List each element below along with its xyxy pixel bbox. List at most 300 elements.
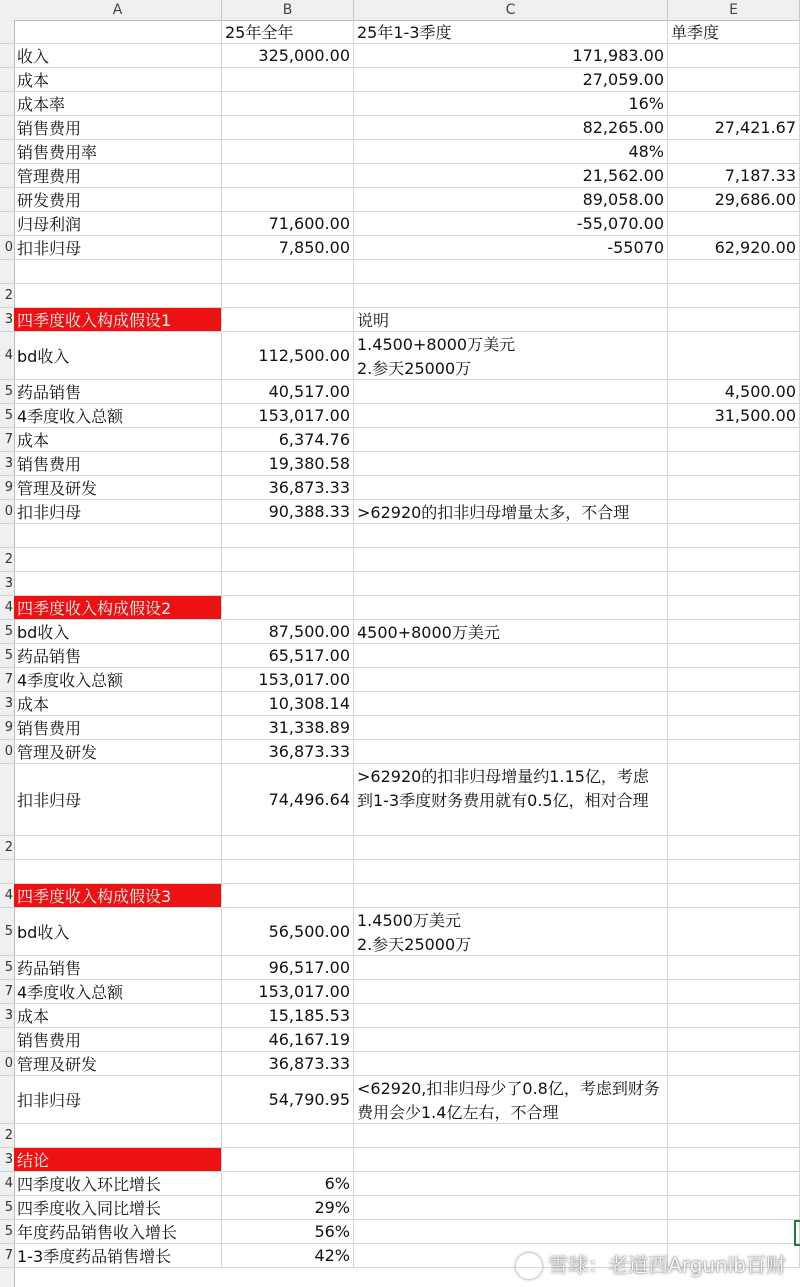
cell-text: 4季度收入总额: [17, 983, 124, 1002]
cell-c[interactable]: [354, 212, 668, 236]
cell-c[interactable]: [354, 644, 668, 668]
cell-text: bd收入: [17, 623, 70, 642]
cell-e[interactable]: [668, 644, 800, 668]
cell-c[interactable]: [354, 740, 668, 764]
cell-e[interactable]: [668, 764, 800, 836]
table-row: [14, 764, 800, 836]
cell-c[interactable]: [354, 1172, 668, 1196]
cell-text: [17, 1124, 218, 1147]
cell-c[interactable]: [354, 572, 668, 596]
table-row: [14, 740, 800, 764]
cell-b[interactable]: [222, 116, 354, 140]
cell-text: 15,185.53: [268, 1006, 350, 1025]
cell-a[interactable]: [14, 164, 222, 188]
row-header[interactable]: [0, 1076, 14, 1124]
cell-a[interactable]: [14, 500, 222, 524]
cell-text: [671, 476, 796, 499]
cell-a[interactable]: [14, 404, 222, 428]
cell-text: [671, 500, 796, 523]
cell-e[interactable]: [668, 44, 800, 68]
cell-b[interactable]: [222, 428, 354, 452]
cell-text: [671, 644, 796, 667]
cell-b[interactable]: [222, 68, 354, 92]
cell-b[interactable]: [222, 980, 354, 1004]
cell-b[interactable]: [222, 548, 354, 572]
cell-text: [671, 620, 796, 643]
cell-b[interactable]: [222, 20, 354, 44]
cell-e[interactable]: [668, 884, 800, 908]
cell-b[interactable]: [222, 92, 354, 116]
cell-text: 71,600.00: [268, 214, 350, 233]
cell-a[interactable]: [14, 548, 222, 572]
cell-c[interactable]: [354, 476, 668, 500]
cell-e[interactable]: [668, 332, 800, 380]
cell-b[interactable]: [222, 884, 354, 908]
cell-a[interactable]: [14, 980, 222, 1004]
cell-b[interactable]: [222, 956, 354, 980]
row-header[interactable]: 2: [0, 836, 14, 860]
cell-c[interactable]: [354, 452, 668, 476]
cell-b[interactable]: [222, 476, 354, 500]
cell-text: 管理及研发: [17, 1055, 98, 1074]
cell-a[interactable]: [14, 1124, 222, 1148]
cell-e[interactable]: [668, 1052, 800, 1076]
cell-e[interactable]: [668, 452, 800, 476]
row-header[interactable]: [0, 860, 14, 884]
cell-c[interactable]: [354, 1052, 668, 1076]
cell-b[interactable]: [222, 1004, 354, 1028]
cell-a[interactable]: [14, 92, 222, 116]
cell-a[interactable]: [14, 836, 222, 860]
cell-e[interactable]: [668, 908, 800, 956]
cell-a[interactable]: [14, 1220, 222, 1244]
cell-c[interactable]: [354, 668, 668, 692]
cell-text: [671, 284, 796, 307]
cell-c[interactable]: [354, 836, 668, 860]
cell-b[interactable]: [222, 380, 354, 404]
cell-a[interactable]: [14, 1028, 222, 1052]
cell-b[interactable]: [222, 212, 354, 236]
cell-b[interactable]: [222, 740, 354, 764]
table-row: [14, 836, 800, 860]
cell-b[interactable]: [222, 572, 354, 596]
cell-e[interactable]: [668, 596, 800, 620]
row-header[interactable]: 4: [0, 884, 14, 908]
row-header[interactable]: 4: [0, 596, 14, 620]
table-row: [14, 404, 800, 428]
cell-text: [357, 548, 664, 571]
cell-text: bd收入: [17, 347, 70, 366]
cell-c[interactable]: [354, 1028, 668, 1052]
cell-b[interactable]: [222, 1052, 354, 1076]
cell-a[interactable]: [14, 572, 222, 596]
row-header[interactable]: 3: [0, 1148, 14, 1172]
row-header[interactable]: [0, 764, 14, 836]
row-header[interactable]: 3: [0, 572, 14, 596]
cell-a[interactable]: [14, 260, 222, 284]
cell-a[interactable]: [14, 1148, 222, 1172]
cell-e[interactable]: [668, 380, 800, 404]
cell-b[interactable]: [222, 1196, 354, 1220]
cell-text: [671, 452, 796, 475]
cell-text: 65,517.00: [268, 646, 350, 665]
cell-c[interactable]: [354, 20, 668, 44]
cell-c[interactable]: [354, 1076, 668, 1124]
cell-e[interactable]: [668, 740, 800, 764]
cell-b[interactable]: [222, 332, 354, 380]
cell-text: [671, 212, 796, 235]
row-header[interactable]: [0, 1028, 14, 1052]
cell-a[interactable]: [14, 236, 222, 260]
row-header[interactable]: 2: [0, 548, 14, 572]
cell-c[interactable]: [354, 1148, 668, 1172]
cell-text: 单季度: [671, 23, 720, 42]
cell-c[interactable]: [354, 884, 668, 908]
cell-e[interactable]: [668, 620, 800, 644]
cell-e[interactable]: [668, 860, 800, 884]
row-header[interactable]: 3: [0, 692, 14, 716]
row-header[interactable]: 9: [0, 716, 14, 740]
row-header[interactable]: 4: [0, 332, 14, 380]
row-header[interactable]: 5: [0, 644, 14, 668]
table-row: [14, 908, 800, 956]
cell-a[interactable]: [14, 188, 222, 212]
cell-c[interactable]: [354, 404, 668, 428]
cell-b[interactable]: [222, 836, 354, 860]
cell-a[interactable]: [14, 644, 222, 668]
cell-c[interactable]: [354, 692, 668, 716]
cell-c[interactable]: [354, 860, 668, 884]
cell-text: [357, 884, 664, 907]
row-header[interactable]: 3: [0, 308, 14, 332]
cell-c[interactable]: [354, 1220, 668, 1244]
cell-a[interactable]: [14, 524, 222, 548]
cell-e[interactable]: [668, 428, 800, 452]
cell-text: [671, 68, 796, 91]
cell-a[interactable]: [14, 1196, 222, 1220]
cell-a[interactable]: [14, 860, 222, 884]
cell-text: [357, 860, 664, 883]
cell-a[interactable]: [14, 284, 222, 308]
cell-a[interactable]: [14, 212, 222, 236]
cell-text: [671, 1124, 796, 1147]
cell-b[interactable]: [222, 260, 354, 284]
row-header[interactable]: 2: [0, 1124, 14, 1148]
cell-c[interactable]: [354, 716, 668, 740]
cell-e[interactable]: [668, 1004, 800, 1028]
row-header[interactable]: 5: [0, 404, 14, 428]
cell-b[interactable]: [222, 1220, 354, 1244]
cell-a[interactable]: [14, 884, 222, 908]
cell-b[interactable]: [222, 620, 354, 644]
cell-a[interactable]: [14, 452, 222, 476]
cell-c[interactable]: [354, 308, 668, 332]
cell-c[interactable]: [354, 956, 668, 980]
cell-e[interactable]: [668, 404, 800, 428]
cell-b[interactable]: [222, 404, 354, 428]
cell-e[interactable]: [668, 956, 800, 980]
cell-c[interactable]: [354, 68, 668, 92]
cell-a[interactable]: [14, 1172, 222, 1196]
column-header-bar: [0, 0, 800, 21]
watermark-text: 雪球：老道西Argunib百财: [548, 1252, 786, 1277]
cell-a[interactable]: [14, 596, 222, 620]
row-header[interactable]: [0, 44, 14, 68]
cell-e[interactable]: [668, 572, 800, 596]
cell-b[interactable]: [222, 596, 354, 620]
cell-text: [357, 1172, 664, 1195]
table-row: [14, 1124, 800, 1148]
row-header[interactable]: 0: [0, 500, 14, 524]
cell-e[interactable]: [668, 692, 800, 716]
cell-text: 成本: [17, 695, 50, 714]
cell-c[interactable]: [354, 596, 668, 620]
cell-a[interactable]: [14, 20, 222, 44]
cell-a[interactable]: [14, 692, 222, 716]
cell-a[interactable]: [14, 668, 222, 692]
cell-c[interactable]: [354, 92, 668, 116]
row-header[interactable]: 7: [0, 1244, 14, 1268]
cell-text: [357, 836, 664, 859]
cell-e[interactable]: [668, 308, 800, 332]
cell-e[interactable]: [668, 260, 800, 284]
cell-b[interactable]: [222, 908, 354, 956]
cell-e[interactable]: [668, 1148, 800, 1172]
cell-a[interactable]: [14, 1076, 222, 1124]
cell-text: [671, 596, 796, 619]
cell-a[interactable]: [14, 140, 222, 164]
cell-b[interactable]: [222, 140, 354, 164]
cell-b[interactable]: [222, 860, 354, 884]
cell-b[interactable]: [222, 764, 354, 836]
cell-text: [671, 1148, 796, 1171]
cell-b[interactable]: [222, 692, 354, 716]
cell-b[interactable]: [222, 236, 354, 260]
cell-c[interactable]: [354, 44, 668, 68]
cell-b[interactable]: [222, 1028, 354, 1052]
cell-text: [357, 260, 664, 283]
row-header[interactable]: [0, 20, 14, 44]
cell-b[interactable]: [222, 1148, 354, 1172]
column-header-a[interactable]: A: [14, 0, 222, 20]
row-header[interactable]: [0, 92, 14, 116]
row-header[interactable]: [0, 524, 14, 548]
cell-e[interactable]: [668, 716, 800, 740]
cell-c[interactable]: [354, 164, 668, 188]
cell-b[interactable]: [222, 452, 354, 476]
cell-text: [671, 428, 796, 451]
cell-e[interactable]: [668, 476, 800, 500]
cell-text: [225, 68, 350, 91]
row-header[interactable]: 0: [0, 236, 14, 260]
cell-e[interactable]: [668, 236, 800, 260]
cell-c[interactable]: [354, 260, 668, 284]
cell-a[interactable]: [14, 908, 222, 956]
cell-b[interactable]: [222, 644, 354, 668]
cell-text: [671, 884, 796, 907]
cell-b[interactable]: [222, 188, 354, 212]
cell-e[interactable]: [668, 524, 800, 548]
cell-b[interactable]: [222, 1124, 354, 1148]
cell-e[interactable]: [668, 116, 800, 140]
cell-e[interactable]: [668, 980, 800, 1004]
cell-b[interactable]: [222, 524, 354, 548]
row-header[interactable]: 7: [0, 428, 14, 452]
cell-text: [225, 1148, 350, 1171]
row-header[interactable]: 5: [0, 620, 14, 644]
cell-c[interactable]: [354, 620, 668, 644]
row-header[interactable]: 5: [0, 908, 14, 956]
cell-text: >62920的扣非归母增量约1.15亿，考虑到1-3季度财务费用就有0.5亿，相对合理: [357, 767, 649, 810]
row-header[interactable]: 7: [0, 980, 14, 1004]
cell-e[interactable]: [668, 1028, 800, 1052]
cell-c[interactable]: [354, 284, 668, 308]
cell-b[interactable]: [222, 1172, 354, 1196]
cell-text: 扣非归母: [17, 239, 82, 258]
cell-e[interactable]: [668, 500, 800, 524]
row-header[interactable]: 5: [0, 380, 14, 404]
cell-c[interactable]: [354, 188, 668, 212]
table-row: [14, 860, 800, 884]
cell-c[interactable]: [354, 1124, 668, 1148]
cell-e[interactable]: [668, 668, 800, 692]
cell-text: 销售费用: [17, 455, 82, 474]
cell-b[interactable]: [222, 1244, 354, 1268]
cell-a[interactable]: [14, 44, 222, 68]
cell-text: [225, 308, 350, 331]
cell-a[interactable]: [14, 764, 222, 836]
table-row: [14, 140, 800, 164]
cell-e[interactable]: [668, 164, 800, 188]
cell-b[interactable]: [222, 668, 354, 692]
cell-text: 收入: [17, 47, 50, 66]
cell-c[interactable]: [354, 140, 668, 164]
row-header[interactable]: [0, 140, 14, 164]
row-header[interactable]: 5: [0, 1220, 14, 1244]
cell-text: [357, 572, 664, 595]
cell-e[interactable]: [668, 1124, 800, 1148]
cell-text: 年度药品销售收入增长: [17, 1223, 178, 1242]
cell-c[interactable]: [354, 980, 668, 1004]
cell-e[interactable]: [668, 1196, 800, 1220]
cell-text: [671, 764, 796, 835]
cell-e[interactable]: [668, 68, 800, 92]
cell-a[interactable]: [14, 716, 222, 740]
row-header[interactable]: 4: [0, 1172, 14, 1196]
cell-e[interactable]: [668, 212, 800, 236]
column-header-b[interactable]: B: [222, 0, 354, 20]
cell-e[interactable]: [668, 188, 800, 212]
cell-a[interactable]: [14, 956, 222, 980]
row-header[interactable]: [0, 116, 14, 140]
cell-a[interactable]: [14, 740, 222, 764]
table-row: [14, 212, 800, 236]
cell-c[interactable]: [354, 548, 668, 572]
cell-c[interactable]: [354, 1196, 668, 1220]
row-header[interactable]: [0, 188, 14, 212]
row-header[interactable]: 9: [0, 476, 14, 500]
row-header[interactable]: [0, 212, 14, 236]
cell-c[interactable]: [354, 428, 668, 452]
table-row: [14, 644, 800, 668]
cell-a[interactable]: [14, 620, 222, 644]
cell-c[interactable]: [354, 1004, 668, 1028]
cell-e[interactable]: [668, 548, 800, 572]
table-row: [14, 884, 800, 908]
cell-text: [671, 908, 796, 955]
row-header[interactable]: 0: [0, 740, 14, 764]
cell-b[interactable]: [222, 44, 354, 68]
row-header[interactable]: 5: [0, 956, 14, 980]
cell-c[interactable]: [354, 500, 668, 524]
cell-text: 四季度收入构成假设1: [17, 311, 172, 330]
row-header[interactable]: 3: [0, 452, 14, 476]
cell-e[interactable]: [668, 1172, 800, 1196]
cell-a[interactable]: [14, 1004, 222, 1028]
row-header[interactable]: [0, 68, 14, 92]
cell-text: [225, 164, 350, 187]
cell-a[interactable]: [14, 1052, 222, 1076]
table-row: [14, 20, 800, 44]
row-header[interactable]: 5: [0, 1196, 14, 1220]
table-row: [14, 476, 800, 500]
cell-text: [671, 140, 796, 163]
row-header[interactable]: [0, 164, 14, 188]
row-header[interactable]: 0: [0, 1052, 14, 1076]
cell-a[interactable]: [14, 308, 222, 332]
cell-a[interactable]: [14, 116, 222, 140]
cell-text: 153,017.00: [258, 406, 350, 425]
cell-e[interactable]: [668, 836, 800, 860]
cell-e[interactable]: [668, 92, 800, 116]
cell-e[interactable]: [668, 284, 800, 308]
cell-b[interactable]: [222, 716, 354, 740]
cell-b[interactable]: [222, 1076, 354, 1124]
cell-e[interactable]: [668, 140, 800, 164]
cell-a[interactable]: [14, 428, 222, 452]
table-row: [14, 44, 800, 68]
cell-text: 成本率: [17, 95, 66, 114]
cell-b[interactable]: [222, 308, 354, 332]
column-header-e[interactable]: E: [668, 0, 800, 20]
cell-b[interactable]: [222, 284, 354, 308]
cell-a[interactable]: [14, 332, 222, 380]
row-header[interactable]: [0, 260, 14, 284]
cell-c[interactable]: [354, 332, 668, 380]
cell-c[interactable]: [354, 380, 668, 404]
column-header-c[interactable]: C: [354, 0, 668, 20]
cell-c[interactable]: [354, 908, 668, 956]
row-header[interactable]: 7: [0, 668, 14, 692]
cell-e[interactable]: [668, 20, 800, 44]
cell-text: [357, 1004, 664, 1027]
cell-a[interactable]: [14, 1244, 222, 1268]
cell-b[interactable]: [222, 500, 354, 524]
cell-a[interactable]: [14, 380, 222, 404]
cell-e[interactable]: [668, 1076, 800, 1124]
cell-b[interactable]: [222, 164, 354, 188]
cell-c[interactable]: [354, 236, 668, 260]
cell-text: 7,850.00: [278, 238, 350, 257]
cell-c[interactable]: [354, 524, 668, 548]
row-header[interactable]: 2: [0, 284, 14, 308]
cell-a[interactable]: [14, 476, 222, 500]
cell-a[interactable]: [14, 68, 222, 92]
cell-c[interactable]: [354, 116, 668, 140]
cell-e[interactable]: [668, 1220, 800, 1244]
cell-c[interactable]: [354, 764, 668, 836]
row-header[interactable]: 3: [0, 1004, 14, 1028]
